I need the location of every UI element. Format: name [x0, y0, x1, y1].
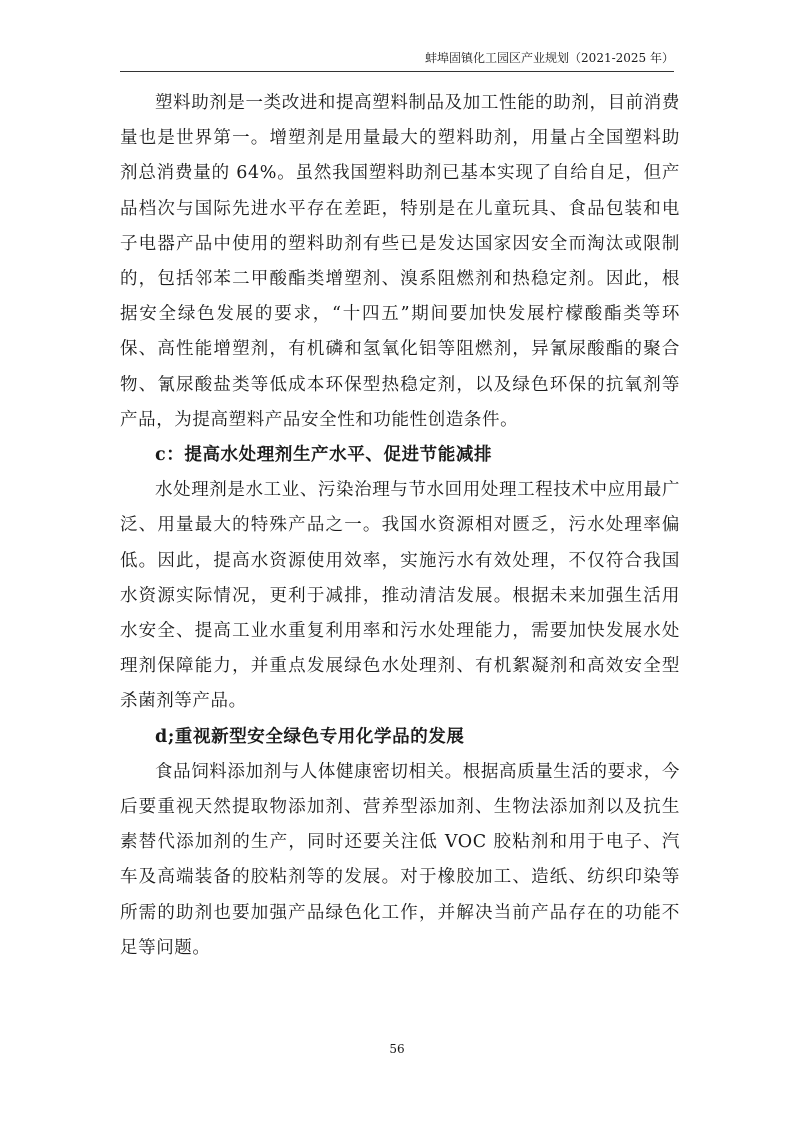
paragraph-water-treatment: 水处理剂是水工业、污染治理与节水回用处理工程技术中应用最广泛、用量最大的特殊产品之一。我国水资源相对匮乏，污水处理率偏低。因此，提高水资源使用效率，实施污水有效处理，不仅符合我国水资源实际情况，更利于减排，推动清洁发展。根据未来加强生活用水安全、提高工业水重复利用率和污水处理能力，需要加快发展水处理剂保障能力，并重点发展绿色水处理剂、有机絮凝剂和高效安全型杀菌剂等产品。 [120, 480, 680, 712]
section-heading-c: c：提高水处理剂生产水平、促进节能减排 [155, 445, 493, 466]
paragraph-specialty-chemicals: 食品饲料添加剂与人体健康密切相关。根据高质量生活的要求，今后要重视天然提取物添加剂、营养型添加剂、生物法添加剂以及抗生素替代添加剂的生产，同时还要关注低 VOC 胶粘剂和用于电子、汽车及高端装备的胶粘剂等的发展。对于橡胶加工、造纸、纺织印染等所需的助剂也要加强产品绿色化工作，并解决当前产品存在的功能不足等问题。 [120, 761, 680, 958]
page-body [120, 86, 680, 966]
paragraph-plastic-additives: 塑料助剂是一类改进和提高塑料制品及加工性能的助剂，目前消费量也是世界第一。增塑剂是用量最大的塑料助剂，用量占全国塑料助剂总消费量的 64%。虽然我国塑料助剂已基本实现了自给自足，但产品档次与国际先进水平存在差距，特别是在儿童玩具、食品包装和电子电器产品中使用的塑料助剂有些已是发达国家因安全而淘汰或限制的，包括邻苯二甲酸酯类增塑剂、溴系阻燃剂和热稳定剂。因此，根据安全绿色发展的要求，“十四五”期间要加快发展柠檬酸酯类等环保、高性能增塑剂，有机磷和氢氧化铝等阻燃剂，异氰尿酸酯的聚合物、氰尿酸盐类等低成本环保型热稳定剂，以及绿色环保的抗氧剂等产品，为提高塑料产品安全性和功能性创造条件。 [120, 93, 680, 430]
section-heading-d: d;重视新型安全绿色专用化学品的发展 [155, 726, 465, 747]
running-header: 蚌埠固镇化工园区产业规划（2021-2025 年） [120, 50, 674, 72]
page-number: 56 [389, 1042, 405, 1056]
